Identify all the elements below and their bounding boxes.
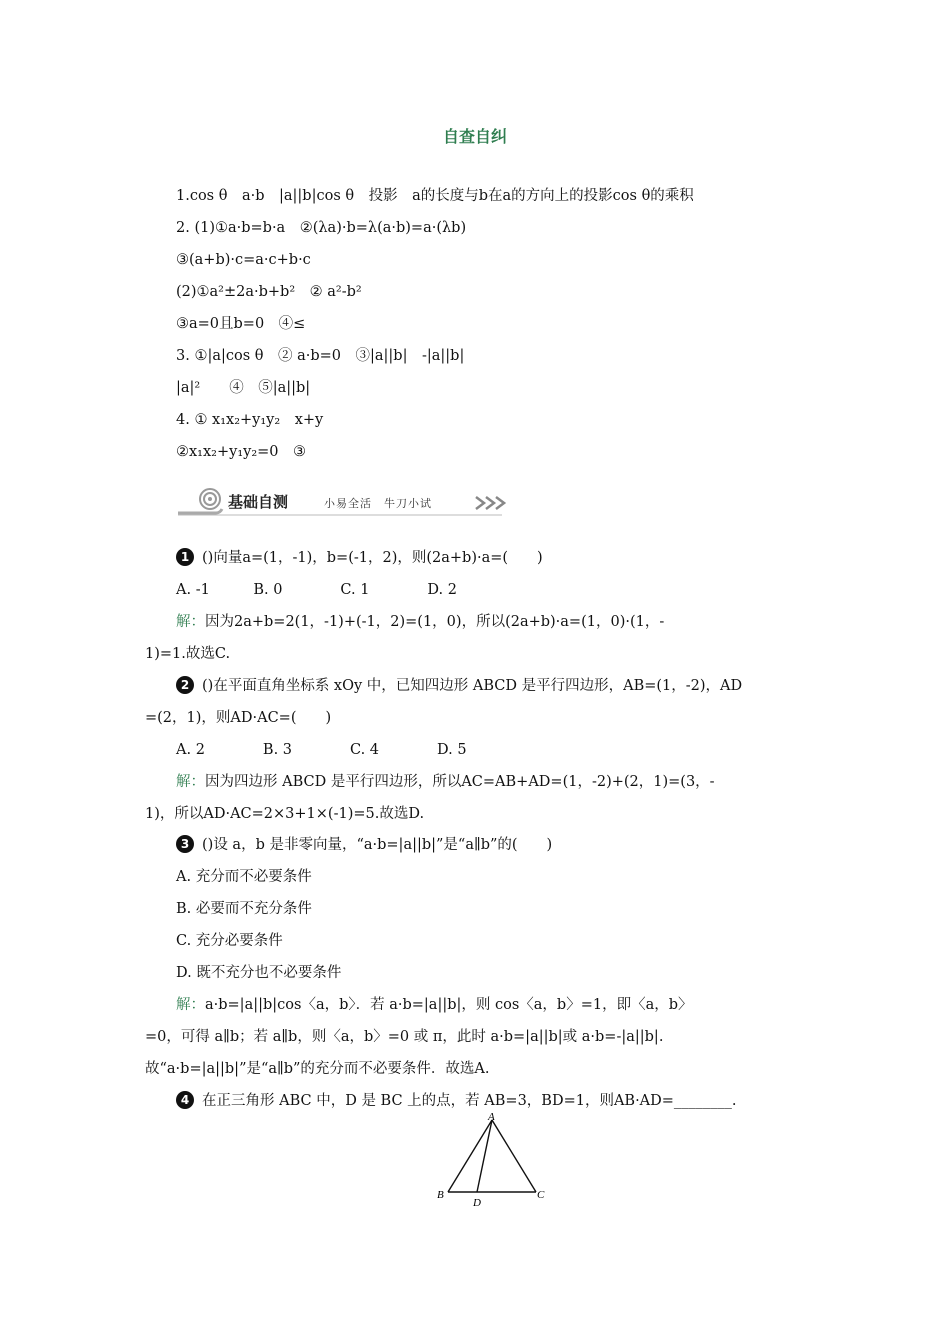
question-2-options: A. 2 B. 3 C. 4 D. 5 <box>176 742 467 758</box>
question-stem: 在正三角形 ABC 中，D 是 BC 上的点，若 AB=3，BD=1，则AB·AD=________. <box>202 1093 737 1109</box>
question-3-solution <box>176 995 693 1015</box>
side-ab <box>448 1120 492 1192</box>
solution-label: 解： <box>176 614 205 630</box>
answer-line-8: 4. ① x₁x₂+y₁y₂ x+y <box>176 412 324 428</box>
question-3-solution-cont-2: 故“a·b=|a||b|”是“a∥b”的充分而不必要条件．故选A. <box>145 1061 490 1077</box>
question-2-solution <box>176 772 715 792</box>
label-b: B <box>437 1189 444 1201</box>
question-1-solution-cont: 1)=1.故选C. <box>145 646 231 662</box>
page-title: 自查自纠 <box>442 127 507 146</box>
banner-title: 基础自测 <box>228 493 289 511</box>
question-stem: ()设 a，b 是非零向量，“a·b=|a||b|”是“a∥b”的( ) <box>202 837 553 853</box>
answer-line-9: ②x₁x₂+y₁y₂=0 ③ <box>176 444 307 460</box>
question-4 <box>176 1091 737 1111</box>
label-d: D <box>473 1197 481 1209</box>
question-stem: ()在平面直角坐标系 xOy 中，已知四边形 ABCD 是平行四边形，AB=(1，-2)，AD <box>202 678 743 694</box>
question-number-badge: 1 <box>176 548 194 566</box>
section-banner <box>176 487 506 517</box>
question-3 <box>176 835 552 855</box>
question-stem: ()向量a=(1，-1)，b=(-1，2)，则(2a+b)·a=( ) <box>202 550 543 566</box>
question-3-option-c: C. 充分必要条件 <box>176 933 283 949</box>
triangle-figure <box>430 1112 555 1212</box>
answer-line-5: ③a=0且b=0 ④≤ <box>176 316 306 332</box>
answer-line-7: |a|² ④ ⑤|a||b| <box>176 380 311 396</box>
question-1-solution <box>176 612 664 632</box>
answer-line-3: ③(a+b)·c=a·c+b·c <box>176 252 311 268</box>
banner-subtitle: 小易全活 牛刀小试 <box>324 497 432 510</box>
question-3-option-d: D. 既不充分也不必要条件 <box>176 965 342 981</box>
segment-ad <box>477 1120 492 1192</box>
solution-label: 解： <box>176 997 205 1013</box>
question-number-badge: 3 <box>176 835 194 853</box>
solution-text: a·b=|a||b|cos〈a，b〉．若 a·b=|a||b|，则 cos〈a，b〉=1，即〈a，b〉 <box>205 997 693 1013</box>
answer-line-1: 1.cos θ a·b |a||b|cos θ 投影 a的长度与b在a的方向上的投影cos θ的乘积 <box>176 188 694 204</box>
answer-line-2: 2. (1)①a·b=b·a ②(λa)·b=λ(a·b)=a·(λb) <box>176 220 467 236</box>
label-a: A <box>488 1112 495 1123</box>
question-3-option-a: A. 充分而不必要条件 <box>176 869 312 885</box>
question-number-badge: 2 <box>176 676 194 694</box>
label-c: C <box>537 1189 545 1201</box>
question-3-option-b: B. 必要而不充分条件 <box>176 901 312 917</box>
question-1 <box>176 548 543 568</box>
question-2 <box>176 676 742 696</box>
side-ac <box>492 1120 536 1192</box>
answer-line-6: 3. ①|a|cos θ ② a·b=0 ③|a||b| -|a||b| <box>176 348 465 364</box>
solution-text: 因为四边形 ABCD 是平行四边形，所以AC=AB+AD=(1，-2)+(2，1)=(3，- <box>205 774 715 790</box>
question-2-stem-cont: =(2，1)，则AD·AC=( ) <box>145 710 332 726</box>
solution-label: 解： <box>176 774 205 790</box>
answer-line-4: (2)①a²±2a·b+b² ② a²-b² <box>176 284 362 300</box>
question-2-solution-cont: 1)，所以AD·AC=2×3+1×(-1)=5.故选D. <box>145 806 425 822</box>
solution-text: 因为2a+b=2(1，-1)+(-1，2)=(1，0)，所以(2a+b)·a=(1，0)·(1，- <box>205 614 665 630</box>
question-1-options: A. -1 B. 0 C. 1 D. 2 <box>176 582 457 598</box>
question-3-solution-cont-1: =0，可得 a∥b；若 a∥b，则〈a，b〉=0 或 π，此时 a·b=|a||b|或 a·b=-|a||b|. <box>145 1029 664 1045</box>
question-number-badge: 4 <box>176 1091 194 1109</box>
